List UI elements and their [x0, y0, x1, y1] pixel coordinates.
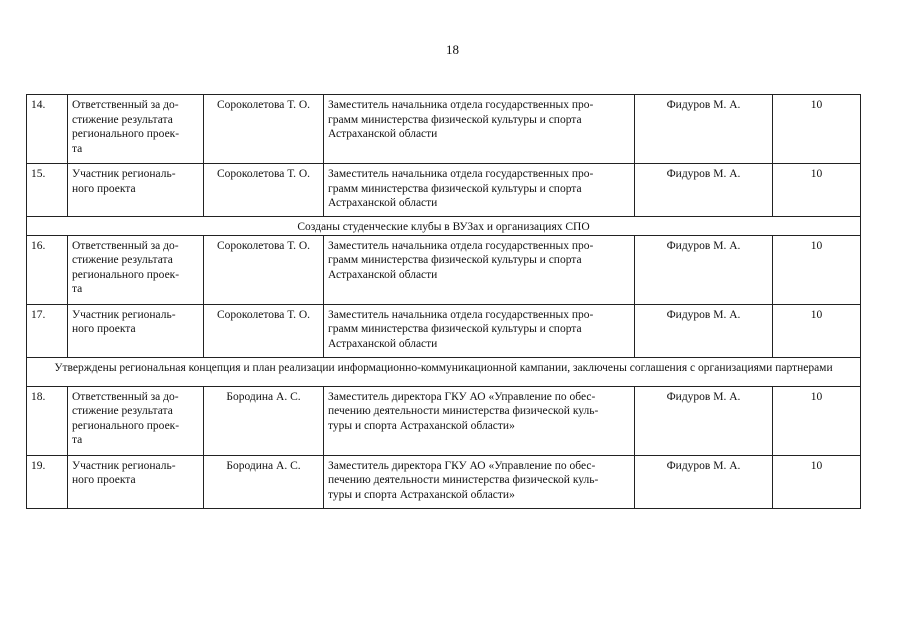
position-line: Заместитель директора ГКУ АО «Управление по обес-	[328, 459, 596, 472]
curator-name: Фидуров М. А.	[635, 235, 773, 304]
table-row	[27, 235, 861, 304]
role-line: стижение результата	[72, 254, 173, 266]
position-cell	[324, 455, 635, 508]
position-line: грамм министерства физической культуры и спорта	[328, 113, 582, 126]
involvement-value: 10	[773, 164, 861, 217]
role-cell	[68, 164, 204, 217]
position-line: Заместитель начальника отдела государственных про-	[328, 99, 594, 111]
role-line: стижение результата	[72, 405, 173, 417]
position-cell	[324, 304, 635, 357]
position-cell	[324, 164, 635, 217]
role-line: регионального проек-	[72, 268, 180, 281]
row-number: 16.	[27, 235, 68, 304]
row-number: 19.	[27, 455, 68, 508]
section-title: Утверждены региональная концепция и план реализации информационно-коммуникационной кампании, заключены соглашения с организациями партнерами	[27, 357, 861, 386]
position-cell	[324, 386, 635, 455]
role-line: стижение результата	[72, 113, 173, 126]
role-line: Участник региональ-	[72, 308, 176, 321]
page-number: 18	[446, 42, 459, 57]
role-line: регионального проек-	[72, 419, 180, 432]
role-line: ного проекта	[72, 474, 136, 486]
table-row	[27, 386, 861, 455]
role-line: та	[72, 283, 83, 295]
role-cell	[68, 304, 204, 357]
position-line: Заместитель директора ГКУ АО «Управление по обес-	[328, 390, 596, 403]
person-name: Бородина А. С.	[204, 455, 324, 508]
person-name: Сороколетова Т. О.	[204, 95, 324, 164]
involvement-value: 10	[773, 304, 861, 357]
involvement-value: 10	[773, 386, 861, 455]
role-cell	[68, 455, 204, 508]
involvement-value: 10	[773, 235, 861, 304]
person-name: Бородина А. С.	[204, 386, 324, 455]
role-line: регионального проек-	[72, 128, 180, 140]
role-line: Ответственный за до-	[72, 390, 179, 403]
involvement-value: 10	[773, 455, 861, 508]
curator-name: Фидуров М. А.	[635, 386, 773, 455]
table-row	[27, 304, 861, 357]
table-row	[27, 455, 861, 508]
position-line: Заместитель начальника отдела государственных про-	[328, 239, 594, 252]
position-line: туры и спорта Астраханской области»	[328, 488, 515, 501]
role-cell	[68, 235, 204, 304]
position-line: печению деятельности министерства физической куль-	[328, 474, 599, 486]
table-body	[27, 95, 861, 509]
position-line: печению деятельности министерства физической куль-	[328, 405, 599, 417]
role-line: та	[72, 434, 83, 446]
person-name: Сороколетова Т. О.	[204, 164, 324, 217]
position-line: грамм министерства физической культуры и спорта	[328, 323, 582, 335]
table-row	[27, 95, 861, 164]
curator-name: Фидуров М. А.	[635, 455, 773, 508]
position-line: грамм министерства физической культуры и спорта	[328, 182, 582, 195]
role-cell	[68, 95, 204, 164]
position-line: Астраханской области	[328, 128, 438, 140]
position-cell	[324, 235, 635, 304]
involvement-value: 10	[773, 95, 861, 164]
section-header-row	[27, 217, 861, 236]
row-number: 15.	[27, 164, 68, 217]
role-line: Ответственный за до-	[72, 239, 179, 252]
row-number: 17.	[27, 304, 68, 357]
section-header-row	[27, 357, 861, 386]
section-title: Созданы студенческие клубы в ВУЗах и организациях СПО	[27, 217, 861, 236]
row-number: 18.	[27, 386, 68, 455]
curator-name: Фидуров М. А.	[635, 304, 773, 357]
curator-name: Фидуров М. А.	[635, 95, 773, 164]
role-line: Участник региональ-	[72, 459, 176, 472]
role-line: ного проекта	[72, 323, 136, 335]
position-line: Заместитель начальника отдела государственных про-	[328, 308, 594, 321]
role-line: Ответственный за до-	[72, 99, 179, 111]
position-line: Астраханской области	[328, 337, 438, 350]
position-cell	[324, 95, 635, 164]
curator-name: Фидуров М. А.	[635, 164, 773, 217]
position-line: Заместитель начальника отдела государственных про-	[328, 168, 594, 180]
position-line: грамм министерства физической культуры и спорта	[328, 254, 582, 266]
role-line: Участник региональ-	[72, 168, 176, 180]
person-name: Сороколетова Т. О.	[204, 235, 324, 304]
role-cell	[68, 386, 204, 455]
position-line: туры и спорта Астраханской области»	[328, 419, 515, 432]
role-line: ного проекта	[72, 182, 136, 195]
participants-table	[26, 94, 861, 509]
role-line: та	[72, 142, 83, 155]
table-row	[27, 164, 861, 217]
row-number: 14.	[27, 95, 68, 164]
position-line: Астраханской области	[328, 268, 438, 281]
position-line: Астраханской области	[328, 197, 438, 209]
person-name: Сороколетова Т. О.	[204, 304, 324, 357]
